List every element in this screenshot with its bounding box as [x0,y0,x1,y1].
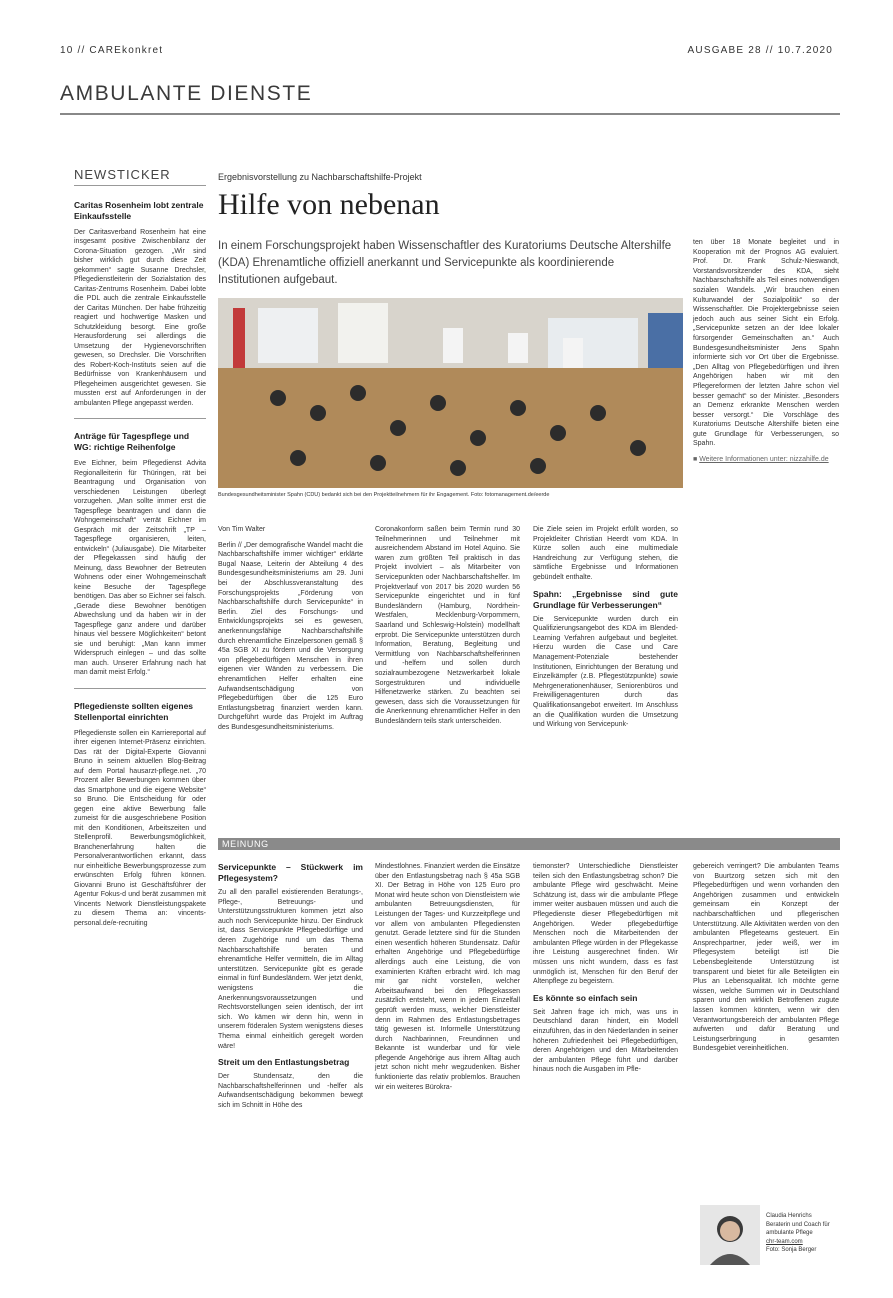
opinion-headline: Servicepunkte – Stückwerk im Pflegesystem? [218,862,363,883]
article-column-3 [533,525,678,730]
author-caption [766,1212,846,1255]
byline: Von Tim Walter [218,526,266,533]
body-text: Die Servicepunkte wurden durch ein Qualifizierungsangebot des KDA im Blended-Learning Verfahren aufgebaut und begleitet. Hierzu wurden die Case und Care Management-Potenziale bestehender Institutionen, Einrichtungen der Beratung und Einzelkämpfer (z.B. Pflegestützpunkte) sowie Mehrgenerationenhäuser, Seniorenbüros und Freiwilligenagenturen durch das Qualifikationsangebot erweitert. Im Anschluss an die Qualifikation wurden die Umsetzung und Wirkung von Servicepunk- [533,615,678,729]
section-title: AMBULANTE DIENSTE [60,82,313,105]
newsticker-heading: Caritas Rosenheim lobt zentrale Einkaufsstelle [74,199,204,221]
body-text: Coronakonform saßen beim Termin rund 30 Teilnehmerinnen und Teilnehmer mit ausreichendem Abstand im Hotel Aquino. Sie waren zum größten Teil praktisch in das Projekt involviert – als Mitarbeiter von Servicepunkten oder Nachbarschaftshelfer. Im Projektverlauf von 2017 bis 2020 wurden 56 Servicepunkte eingerichtet und in fünf Bundesländern (Hamburg, Nordrhein-Westfalen, Mecklenburg-Vorpommern, Saarland und Schleswig-Holstein) modellhaft erprobt. Die Servicepunkte unterstützen durch Information, Beratung, Begleitung und Vermittlung von Nachbarschaftshelferinnen und -helfern und sollen durch sozialraumbezogene Netzwerkarbeit lokale Sorgestrukturen und individuelle Hilfenetzwerke stärken. Zu beachten sei gewesen, dass sich die Voraussetzungen für die Anerkennung ehrenamtlicher Helfer in den Bundesländern teils stark unterscheiden. [375,526,520,725]
page-header-right: AUSGABE 28 // 10.7.2020 [687,45,833,56]
newsticker-title: NEWSTICKER [74,170,206,186]
newsticker-text: Eve Eichner, beim Pflegedienst Advita Regionalleiterin für Thüringen, rät bei Beantragung und Organisation von verschiedenen Leistungen überlegt vorzugehen. „Man sollte immer erst die Tagespflege beantragen und dann die Wohngemeinschaft“ verrät Eichner im Gespräch mit der Zeitschrift „TP – Tagespflege organisieren, leiten, entwickeln“ (Juliausgabe). Die Mitarbeiter der Pflegekassen sind häufig der Meinung, dass Bewohner der Betreuten Wohnens oder einer Wohngemeinschaft keine Besuche der Tagespflege benötigen. Das aber so Eichner sei falsch. „Gerade diese Bewohner benötigen Abwechslung und da haben wir in der Tagespflege ganz andere und darüber hinaus viel bessere Möglichkeiten“ betont sie und beruhigt: „Man kann immer Widerspruch einlegen – und das sollte man auch. Unserer Erfahrung nach hat man damit meist Erfolg.“ [74,460,206,676]
body-text: ten über 18 Monate begleitet und in Kooperation mit der Prognos AG evaluiert. Prof. Dr. Frank Schulz-Nieswandt, Vorstandsvorsitzender des KDA, sieht Nachbarschaftshilfe als Teil eines notwendigen sozialen Wandels. „Wir brauchen einen Kulturwandel der Sozialpolitik“ so der Wissenschaftler. Die Projektergebnisse seien jedoch auch aus seiner Sicht ein Erfolg. „Servicepunkte setzen an der Idee lokaler fürsorgender Gemeinschaften an.“ Auch Bundesgesundheitsminister Jens Spahn informierte sich vor Ort über die Ergebnisse. „Den Alltag von Pflegebedürftigen und ihren Angehörigen haben wir mit den Pflegereformen der letzten Jahre schon viel besser gemacht“ so der Minister. „Besonders an Demenz erkrankte Menschen werden besser versorgt.“ Die Vorschläge des Kuratoriums Deutsche Altershilfe bieten eine gute Grundlage für Verbesserungen, so Spahn. [693,239,839,448]
article-headline: Hilfe von nebenan [218,188,440,221]
opinion-subhead: Es könnte so einfach sein [533,992,638,1003]
body-text: Der Stundensatz, den die Nachbarschaftshelferinnen und -helfer als Aufwandsentschädigung bekommen bewegt sich im Schnitt in Höhe des [218,1073,363,1109]
author-photo-credit: Foto: Sonja Berger [766,1247,817,1253]
article-column-4 [693,238,839,465]
opinion-column-2 [375,862,520,1092]
more-info-link[interactable]: ■ Weitere Informationen unter: nizzahilfe.de [693,456,829,464]
meinung-bar: MEINUNG [218,838,840,850]
body-text: tiemonster? Unterschiedliche Dienstleister teilen sich den Entlastungsbetrag schon? Die ambulante Pflege wird geschwächt. Meine Schätzung ist, dass wir die ambulante Pflege immer weiter ausbauen müssen und auch die Pflegedienste dieser Pflegebedürftigen mit Angehörigen. Weder pflegebedürftige Menschen noch die Mitarbeitenden der ambulanten Pflege würden in der Pflegekasse ihre Leistung ausgerechnet finden. Wir müssen uns nicht wundern, dass es fast unmöglich ist, Menschen für den Beruf der Altenpflege zu begeistern. [533,863,678,986]
author-name: Claudia Henrichs [766,1213,812,1219]
page-header-left: 10 // CAREkonkret [60,45,164,56]
body-text: gebereich verringert? Die ambulanten Teams von Buurtzorg setzen sich mit den Pflegebedürftigen und wenn vorhanden den Angehörigen zusammen und entwickeln gemeinsam ein Konzept der nachbarschaftlichen und pflegerischen Unterstützung. Alle Aktivitäten werden von den ambulanten Pflegeteams gesteuert. Ein Ansprechpartner, jeder weiß, wer im Pflegesystem beteiligt ist! Die Lebensbegleitende Unterstützung ist transparent und bietet für alle Beteiligten ein Plus an Lebensqualität. Ich möchte gerne wissen, welche Summen wir in Deutschland sparen und den wirklich Betroffenen zugute lassen kommen könnten, wenn wir den Verantwortungsbereich der ambulanten Pflege aufwerten und dafür Beratung und Leistungserbringung in gesamten Bundesgebiet vereinheitlichen. [693,863,839,1053]
event-photo [218,298,683,488]
opinion-column-3 [533,862,678,1075]
section-rule [60,113,840,115]
article-kicker: Ergebnisvorstellung zu Nachbarschaftshilfe-Projekt [218,172,422,182]
opinion-subhead: Streit um den Entlastungsbetrag [218,1057,350,1068]
body-text: Die Ziele seien im Projekt erfüllt worden, so Projektleiter Christian Heerdt vom KDA. In Kürze sollen auch eine multimediale Handreichung zur Verfügung stehen, die sämtliche Ergebnisse und Informationen gebündelt enthalte. [533,526,678,581]
article-lead: In einem Forschungsprojekt haben Wissenschaftler des Kuratoriums Deutsche Altershilfe (KDA) Ehrenamtliche offiziell anerkannt und Servicepunkte als koordinierende Institutionen aufgebaut. [218,240,672,286]
body-text: Zu all den parallel existierenden Beratungs-, Pflege-, Betreuungs- und Unterstützungsstrukturen kommen jetzt also auch noch Servicepunkte hinzu. Der Eindruck ist, dass Servicepunkte Pflegebedürftige und deren Zugehörige rund um das Thema Nachbarschaftshilfe beraten und ehrenamtliche Helfer vermitteln, die im Alltag unterstützen. Servicepunkte gibt es gerade einmal in fünf Bundesländern. Wer jetzt denkt, wenigstens die Anerkennungsvoraussetzungen und Rechtsvorstellungen seien identisch, der irrt sich. Wo kämen wir denn hin, wenn in unserem föderalen System wenigstens dieses Thema einmal einheitlich geregelt worden wäre! [218,889,363,1050]
article-column-1 [218,525,363,732]
divider [74,688,206,689]
newsticker-text: Pflegedienste sollen ein Karriereportal auf ihrer eigenen Internet-Präsenz einrichten. Das rät der Digital-Experte Giovanni Bruno in seinem aktuellen Blog-Beitrag auf dem Portal hausarzt-pflege.net. „70 Prozent aller Bewerbungen kommen über das Smartphone und die eigene Website“ so Bruno. Die Entscheidung für oder gegen eine aktive Bewerbung falle zumeist für die ausgeschriebene Position mit den Konditionen, Arbeitszeiten und Stellenprofil. Bewerbungsmöglichkeit, Branchenerfahrung halten die Personalverantwortlichen erkannt, dass nur einheitliche Bewerbungsprozesse zum erwünschten Erfolg führen können. Giovanni Bruno ist Geschäftsführer der Agentur Fokus-d und berät zusammen mit Vincents Network Dienstleistungspakete zu diesem Thema an: vincents-personal.de/e-recruiting [74,729,206,927]
opinion-column-4 [693,862,839,1054]
more-info-text[interactable]: Weitere Informationen unter: nizzahilfe.de [699,456,829,464]
newsticker-text: Der Caritasverband Rosenheim hat eine insgesamt positive Zwischenbilanz der Corona-Situation gezogen. „Wir sind bisher wirklich gut durch diese Zeit gekommen“ sagte Susanne Drechsler, Pflegedienstleiterin der Sozialstation des Caritas-Zentrums Rosenheim. Dabei lobte die PDL auch die zentrale Einkaufsstelle der Caritas München. Der habe frühzeitig reagiert und hochwertige Masken und Schutzkleidung besorgt. Eine große Herausforderung sei allerdings die Umsetzung der Hygienevorschriften gewesen, so Drechsler. Die Vorschriften des Robert-Koch-Instituts seien auf die Bedürfnisse von Krankenhäusern und Pflegeheimen ausgerichtet gewesen. Sie mussten erst auf Anforderungen in der ambulanten Pflege angepasst werden. [74,228,206,407]
newsticker-sidebar [74,167,206,938]
author-portrait [700,1205,760,1265]
article-subhead: Spahn: „Ergebnisse sind gute Grundlage für Verbesserungen“ [533,588,678,610]
author-website-link[interactable]: chr-team.com [766,1238,803,1245]
divider [74,418,206,419]
opinion-column-1 [218,862,363,1110]
body-text: Seit Jahren frage ich mich, was uns in Deutschland daran hindert, ein Modell einzuführen, das in den Niederlanden in seiner höheren Zufriedenheit bei Pflegebedürftigen, deren Angehörigen und den Mitarbeitenden der ambulanten Pflege führt und darüber hinaus noch die Ausgaben im Pfle- [533,1008,678,1074]
photo-caption: Bundesgesundheitsminister Spahn (CDU) bedankt sich bei den Projektteilnehmern für ihr Engagement. Foto: fotomanagement.de/eerde [218,492,550,498]
author-role: Beraterin und Coach für ambulante Pflege [766,1221,830,1236]
newsticker-heading: Pflegedienste sollten eigenes Stellenportal einrichten [74,700,194,722]
newsticker-heading: Anträge für Tagespflege und WG: richtige Reihenfolge [74,431,190,452]
body-text: Berlin // „Der demografische Wandel macht die Nachbarschaftshilfe immer wichtiger“ erklärte Bugal Naase, Leiterin der Abteilung 4 des Bundesgesundheitsministeriums am 29. Juni bei der Abschlussveranstaltung des Forschungsprojekts „Förderung von Nachbarschaftshilfe durch Servicepunkte“ in Berlin. Ziel des Forschungs- und Entwicklungsprojekts sei es gewesen, anerkennungsfähige Nachbarschaftshilfe durch ehrenamtliche Einzelpersonen gemäß § 45a SGB XI zu fördern und die Versorgung von pflegebedürftigen Menschen in ihren eigenen vier Wänden zu verbessern. Die ehrenamtlichen Helfer erhalten eine Aufwandsentschädigung von Pflegebedürftigen über die 125 Euro Entlastungsbetrag finanziert werden kann. Durchgeführt wurde das Projekt im Auftrag des Bundesgesundheitsministeriums. [218,541,363,731]
body-text: Mindestlohnes. Finanziert werden die Einsätze über den Entlastungsbetrag nach § 45a SGB XI. Der Betrag in Höhe von 125 Euro pro Monat wird heute schon von Dienstleistern wie ambulanten Betreuungsdiensten, für Leistungen der Tages- und Kurzzeitpflege und vor allem von ambulanten Pflegediensten genutzt. Gerade letztere sind für die Stunden einen wesentlich höheren Stundensatz. Dafür erhalten Angehörige und Pflegebedürftige allerdings auch eine Leistung, die von examinierten Kräften erbracht wird. Ich mag mir gar nicht vorstellen, welcher Arbeitsaufwand bei den Pflegekassen zusätzlich entsteht, wenn in jedem Einzelfall geprüft werden muss, welcher Dienstleister denn im Rahmen des Entlastungsbetrages tätig gewesen ist. Informelle Unterstützung durch Nachbarinnen, Freundinnen und Bekannte ist wunderbar und für viele pflegende Angehörige aus ihrem Alltag auch jetzt schon nicht mehr wegzudenken. Bisher funktionierte das relativ problemlos. Brauchen wir ein weiteres Bürokra- [375,863,520,1091]
article-column-2 [375,525,520,726]
